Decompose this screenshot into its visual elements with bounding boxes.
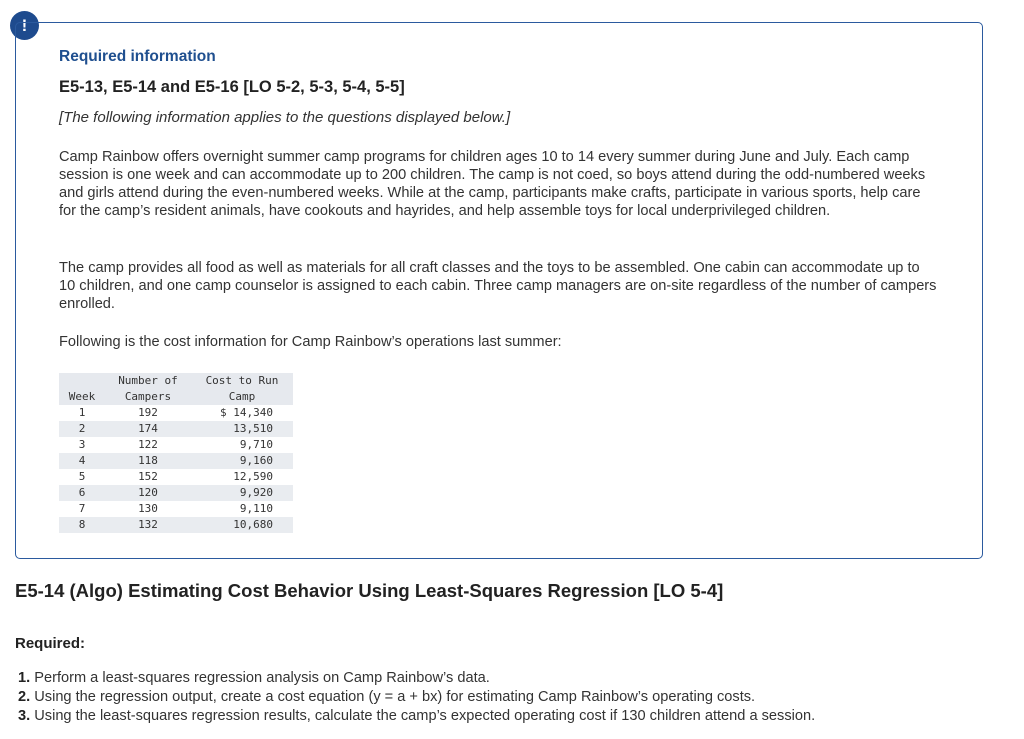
table-row [59,437,293,453]
required-label: Required: [15,635,86,652]
table-row [59,501,293,517]
cell-week: 7 [78,502,86,515]
camp-resources-paragraph: The camp provides all food as well as materials for all craft classes and the toys to be assembled. One cabin can accommodate up to 10 children, and one camp counselor is assigned to each cabin. Three camp managers are on-site regardless of the number of campers enrolled. [59,260,937,312]
applies-note: [The following information applies to the questions displayed below.] [59,109,511,126]
table-header-row [59,373,293,405]
list-item [18,688,815,707]
task-number: 3. [18,708,31,724]
cell-campers: 118 [105,453,191,469]
alert-icon: ! [10,11,39,40]
exercise-references-heading: E5-13, E5-14 and E5-16 [LO 5-2, 5-3, 5-4, 5-5] [59,78,405,96]
table-row [59,421,293,437]
cell-campers: 130 [138,502,158,515]
cell-campers: 152 [138,470,158,483]
cell-cost: 12,590 [233,470,273,483]
cell-week: 4 [59,453,105,469]
exercise-title: E5-14 (Algo) Estimating Cost Behavior Using Least-Squares Regression [LO 5-4] [15,580,724,601]
cell-week: 6 [59,485,105,501]
cell-week: 8 [59,517,105,533]
required-information-label: Required information [59,48,216,65]
cell-week: 1 [78,406,86,419]
cell-week: 5 [78,470,86,483]
cell-cost: 9,110 [239,502,273,515]
cost-intro-paragraph: Following is the cost information for Camp Rainbow’s operations last summer: [59,334,562,350]
cell-week: 3 [78,438,86,451]
required-task-list [18,669,815,726]
cell-campers: 174 [105,421,191,437]
table-row [59,469,293,485]
task-text: Using the least-squares regression results, calculate the camp’s expected operating cost if 130 children attend a session. [34,708,816,724]
cell-campers: 132 [105,517,191,533]
cell-cost: 9,160 [191,453,293,469]
cell-week: 2 [59,421,105,437]
task-number: 1. [18,670,31,686]
table-row [59,405,293,421]
cost-data-table [59,373,293,533]
header-week: Week [59,373,105,405]
header-cost: Cost to Run Camp [191,373,293,405]
cell-cost: 9,920 [191,485,293,501]
cell-cost: 13,510 [191,421,293,437]
task-text: Using the regression output, create a cost equation (y = a + bx) for estimating Camp Rainbow’s operating costs. [34,689,756,705]
header-campers: Number of Campers [105,373,191,405]
list-item [18,669,815,688]
cell-campers: 122 [138,438,158,451]
table-row [59,453,293,469]
task-number: 2. [18,689,31,705]
cell-cost: 9,710 [239,438,273,451]
list-item [18,707,815,726]
table-row [59,485,293,501]
cell-cost: $ 14,340 [220,406,273,419]
cell-campers: 120 [105,485,191,501]
task-text: Perform a least-squares regression analysis on Camp Rainbow’s data. [34,670,490,686]
cell-cost: 10,680 [191,517,293,533]
table-row [59,517,293,533]
camp-description-paragraph: Camp Rainbow offers overnight summer camp programs for children ages 10 to 14 every summer during June and July. Each camp session is one week and can accommodate up to 200 children. The camp is not coed, so boys attend during the odd-numbered weeks and girls attend during the even-numbered weeks. While at the camp, participants make crafts, participate in various sports, help care for the camp’s resident animals, have cookouts and hayrides, and help assemble toys for local underprivileged children. [59,149,926,219]
cell-campers: 192 [138,406,158,419]
